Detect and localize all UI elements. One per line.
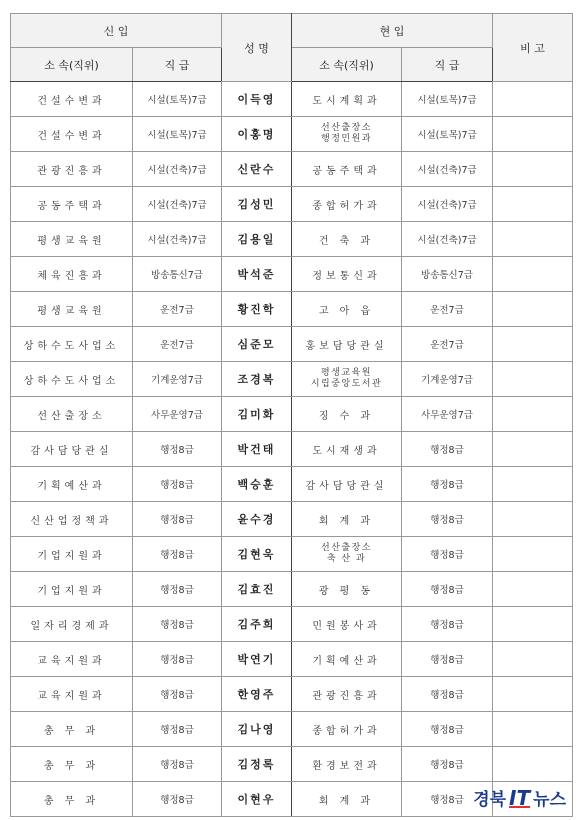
cell-name: 박석준 — [222, 257, 292, 292]
cell-dept-after: 환경보전과 — [292, 747, 402, 782]
cell-dept-before: 건설수변과 — [11, 117, 133, 152]
cell-grade-before: 시설(건축)7급 — [133, 222, 222, 257]
cell-grade-after: 기계운영7급 — [402, 362, 493, 397]
cell-note — [493, 362, 573, 397]
header-before: 신 입 — [11, 14, 222, 48]
table-row — [11, 292, 573, 327]
cell-note — [493, 467, 573, 502]
cell-grade-before: 시설(토목)7급 — [133, 117, 222, 152]
cell-grade-before: 행정8급 — [133, 502, 222, 537]
cell-grade-after: 시설(토목)7급 — [402, 82, 493, 117]
cell-note — [493, 222, 573, 257]
table-row — [11, 572, 573, 607]
cell-dept-after: 회 계 과 — [292, 782, 402, 817]
cell-dept-before: 기업지원과 — [11, 537, 133, 572]
header-name: 성 명 — [222, 14, 292, 82]
personnel-table — [10, 13, 573, 817]
cell-note — [493, 712, 573, 747]
cell-note — [493, 572, 573, 607]
cell-grade-before: 행정8급 — [133, 677, 222, 712]
watermark-it: IT — [509, 785, 531, 810]
cell-grade-after: 행정8급 — [402, 537, 493, 572]
cell-dept-before: 평생교육원 — [11, 222, 133, 257]
cell-note — [493, 677, 573, 712]
cell-name: 김용일 — [222, 222, 292, 257]
cell-grade-after: 행정8급 — [402, 642, 493, 677]
cell-grade-after: 행정8급 — [402, 572, 493, 607]
cell-name: 이홍명 — [222, 117, 292, 152]
cell-dept-after: 선산출장소 행정민원과 — [292, 117, 402, 152]
table-row — [11, 712, 573, 747]
cell-note — [493, 537, 573, 572]
cell-dept-before: 감사담당관실 — [11, 432, 133, 467]
cell-dept-before: 총 무 과 — [11, 782, 133, 817]
cell-dept-after: 감사담당관실 — [292, 467, 402, 502]
cell-name: 박연기 — [222, 642, 292, 677]
cell-dept-after: 건 축 과 — [292, 222, 402, 257]
cell-dept-after: 회 계 과 — [292, 502, 402, 537]
cell-name: 이득영 — [222, 82, 292, 117]
cell-note — [493, 397, 573, 432]
cell-dept-after: 징 수 과 — [292, 397, 402, 432]
cell-name: 박건태 — [222, 432, 292, 467]
cell-note — [493, 82, 573, 117]
table-row — [11, 467, 573, 502]
cell-dept-before: 공동주택과 — [11, 187, 133, 222]
table-row — [11, 187, 573, 222]
cell-dept-before: 신산업정책과 — [11, 502, 133, 537]
cell-name: 김효진 — [222, 572, 292, 607]
cell-name: 이현우 — [222, 782, 292, 817]
table-row — [11, 677, 573, 712]
cell-name: 신란수 — [222, 152, 292, 187]
header-grade-after: 직 급 — [402, 48, 493, 82]
cell-grade-after: 행정8급 — [402, 712, 493, 747]
cell-note — [493, 292, 573, 327]
cell-name: 한영주 — [222, 677, 292, 712]
table-row — [11, 537, 573, 572]
cell-dept-before: 상하수도사업소 — [11, 327, 133, 362]
cell-dept-before: 건설수변과 — [11, 82, 133, 117]
cell-grade-after: 행정8급 — [402, 432, 493, 467]
table-row — [11, 747, 573, 782]
cell-note — [493, 642, 573, 677]
cell-name: 김주희 — [222, 607, 292, 642]
cell-dept-before: 교육지원과 — [11, 642, 133, 677]
cell-grade-before: 기계운영7급 — [133, 362, 222, 397]
watermark-prefix: 경북 — [473, 790, 507, 810]
cell-name: 김정록 — [222, 747, 292, 782]
cell-note — [493, 747, 573, 782]
cell-dept-after: 민원봉사과 — [292, 607, 402, 642]
cell-dept-before: 관광진흥과 — [11, 152, 133, 187]
cell-dept-before: 선산출장소 — [11, 397, 133, 432]
cell-grade-after: 행정8급 — [402, 782, 493, 817]
cell-grade-before: 시설(토목)7급 — [133, 82, 222, 117]
cell-grade-after: 행정8급 — [402, 747, 493, 782]
cell-dept-before: 기업지원과 — [11, 572, 133, 607]
cell-grade-before: 행정8급 — [133, 712, 222, 747]
table-row — [11, 362, 573, 397]
cell-dept-after: 도시재생과 — [292, 432, 402, 467]
cell-dept-before: 총 무 과 — [11, 712, 133, 747]
cell-dept-after: 홍보담당관실 — [292, 327, 402, 362]
cell-grade-before: 시설(건축)7급 — [133, 152, 222, 187]
header-dept-before: 소 속(직위) — [11, 48, 133, 82]
cell-grade-after: 사무운영7급 — [402, 397, 493, 432]
cell-dept-after: 종합허가과 — [292, 712, 402, 747]
cell-note — [493, 117, 573, 152]
cell-dept-after: 공동주택과 — [292, 152, 402, 187]
cell-grade-after: 행정8급 — [402, 502, 493, 537]
cell-dept-after: 고 아 읍 — [292, 292, 402, 327]
cell-grade-before: 사무운영7급 — [133, 397, 222, 432]
header-after: 현 입 — [292, 14, 493, 48]
table-row — [11, 257, 573, 292]
cell-grade-after: 방송통신7급 — [402, 257, 493, 292]
cell-grade-before: 운전7급 — [133, 292, 222, 327]
cell-note — [493, 152, 573, 187]
table-row — [11, 432, 573, 467]
table-row — [11, 397, 573, 432]
cell-grade-after: 행정8급 — [402, 467, 493, 502]
cell-dept-before: 기획예산과 — [11, 467, 133, 502]
cell-grade-before: 행정8급 — [133, 572, 222, 607]
watermark-suffix: 뉴스 — [533, 790, 566, 810]
header-note: 비 고 — [493, 14, 573, 82]
table-row — [11, 502, 573, 537]
cell-dept-after: 종합허가과 — [292, 187, 402, 222]
cell-note — [493, 607, 573, 642]
watermark-logo — [473, 785, 566, 810]
cell-dept-after: 기획예산과 — [292, 642, 402, 677]
cell-name: 윤수경 — [222, 502, 292, 537]
table-row — [11, 642, 573, 677]
cell-dept-after: 도시계획과 — [292, 82, 402, 117]
table-body — [11, 82, 573, 817]
cell-dept-before: 상하수도사업소 — [11, 362, 133, 397]
cell-note — [493, 502, 573, 537]
cell-name: 백승훈 — [222, 467, 292, 502]
cell-grade-after: 운전7급 — [402, 292, 493, 327]
table-row — [11, 82, 573, 117]
cell-grade-after: 운전7급 — [402, 327, 493, 362]
cell-note — [493, 432, 573, 467]
table-row — [11, 222, 573, 257]
cell-grade-before: 행정8급 — [133, 467, 222, 502]
cell-name: 조경복 — [222, 362, 292, 397]
cell-grade-after: 행정8급 — [402, 677, 493, 712]
cell-name: 황진학 — [222, 292, 292, 327]
table-row — [11, 117, 573, 152]
cell-note — [493, 327, 573, 362]
cell-dept-before: 교육지원과 — [11, 677, 133, 712]
cell-grade-before: 시설(건축)7급 — [133, 187, 222, 222]
cell-grade-after: 시설(토목)7급 — [402, 117, 493, 152]
cell-note — [493, 187, 573, 222]
cell-dept-after: 광 평 동 — [292, 572, 402, 607]
cell-grade-before: 운전7급 — [133, 327, 222, 362]
cell-grade-after: 행정8급 — [402, 607, 493, 642]
table-row — [11, 327, 573, 362]
cell-dept-before: 일자리경제과 — [11, 607, 133, 642]
table-row — [11, 152, 573, 187]
cell-grade-before: 행정8급 — [133, 642, 222, 677]
cell-name: 김현욱 — [222, 537, 292, 572]
cell-note — [493, 257, 573, 292]
header-grade-before: 직 급 — [133, 48, 222, 82]
cell-grade-after: 시설(건축)7급 — [402, 222, 493, 257]
cell-name: 김나영 — [222, 712, 292, 747]
cell-dept-after: 평생교육원 시립중앙도서관 — [292, 362, 402, 397]
cell-name: 김성민 — [222, 187, 292, 222]
cell-dept-before: 총 무 과 — [11, 747, 133, 782]
cell-dept-after: 관광진흥과 — [292, 677, 402, 712]
cell-name: 심준모 — [222, 327, 292, 362]
table-row — [11, 607, 573, 642]
cell-dept-before: 평생교육원 — [11, 292, 133, 327]
cell-dept-after: 정보통신과 — [292, 257, 402, 292]
header-dept-after: 소 속(직위) — [292, 48, 402, 82]
cell-grade-before: 행정8급 — [133, 432, 222, 467]
cell-grade-before: 방송통신7급 — [133, 257, 222, 292]
cell-grade-before: 행정8급 — [133, 747, 222, 782]
cell-grade-before: 행정8급 — [133, 607, 222, 642]
cell-dept-after: 선산출장소 축 산 과 — [292, 537, 402, 572]
cell-grade-before: 행정8급 — [133, 782, 222, 817]
cell-name: 김미화 — [222, 397, 292, 432]
cell-grade-before: 행정8급 — [133, 537, 222, 572]
cell-dept-before: 체육진흥과 — [11, 257, 133, 292]
cell-grade-after: 시설(건축)7급 — [402, 152, 493, 187]
cell-grade-after: 시설(건축)7급 — [402, 187, 493, 222]
